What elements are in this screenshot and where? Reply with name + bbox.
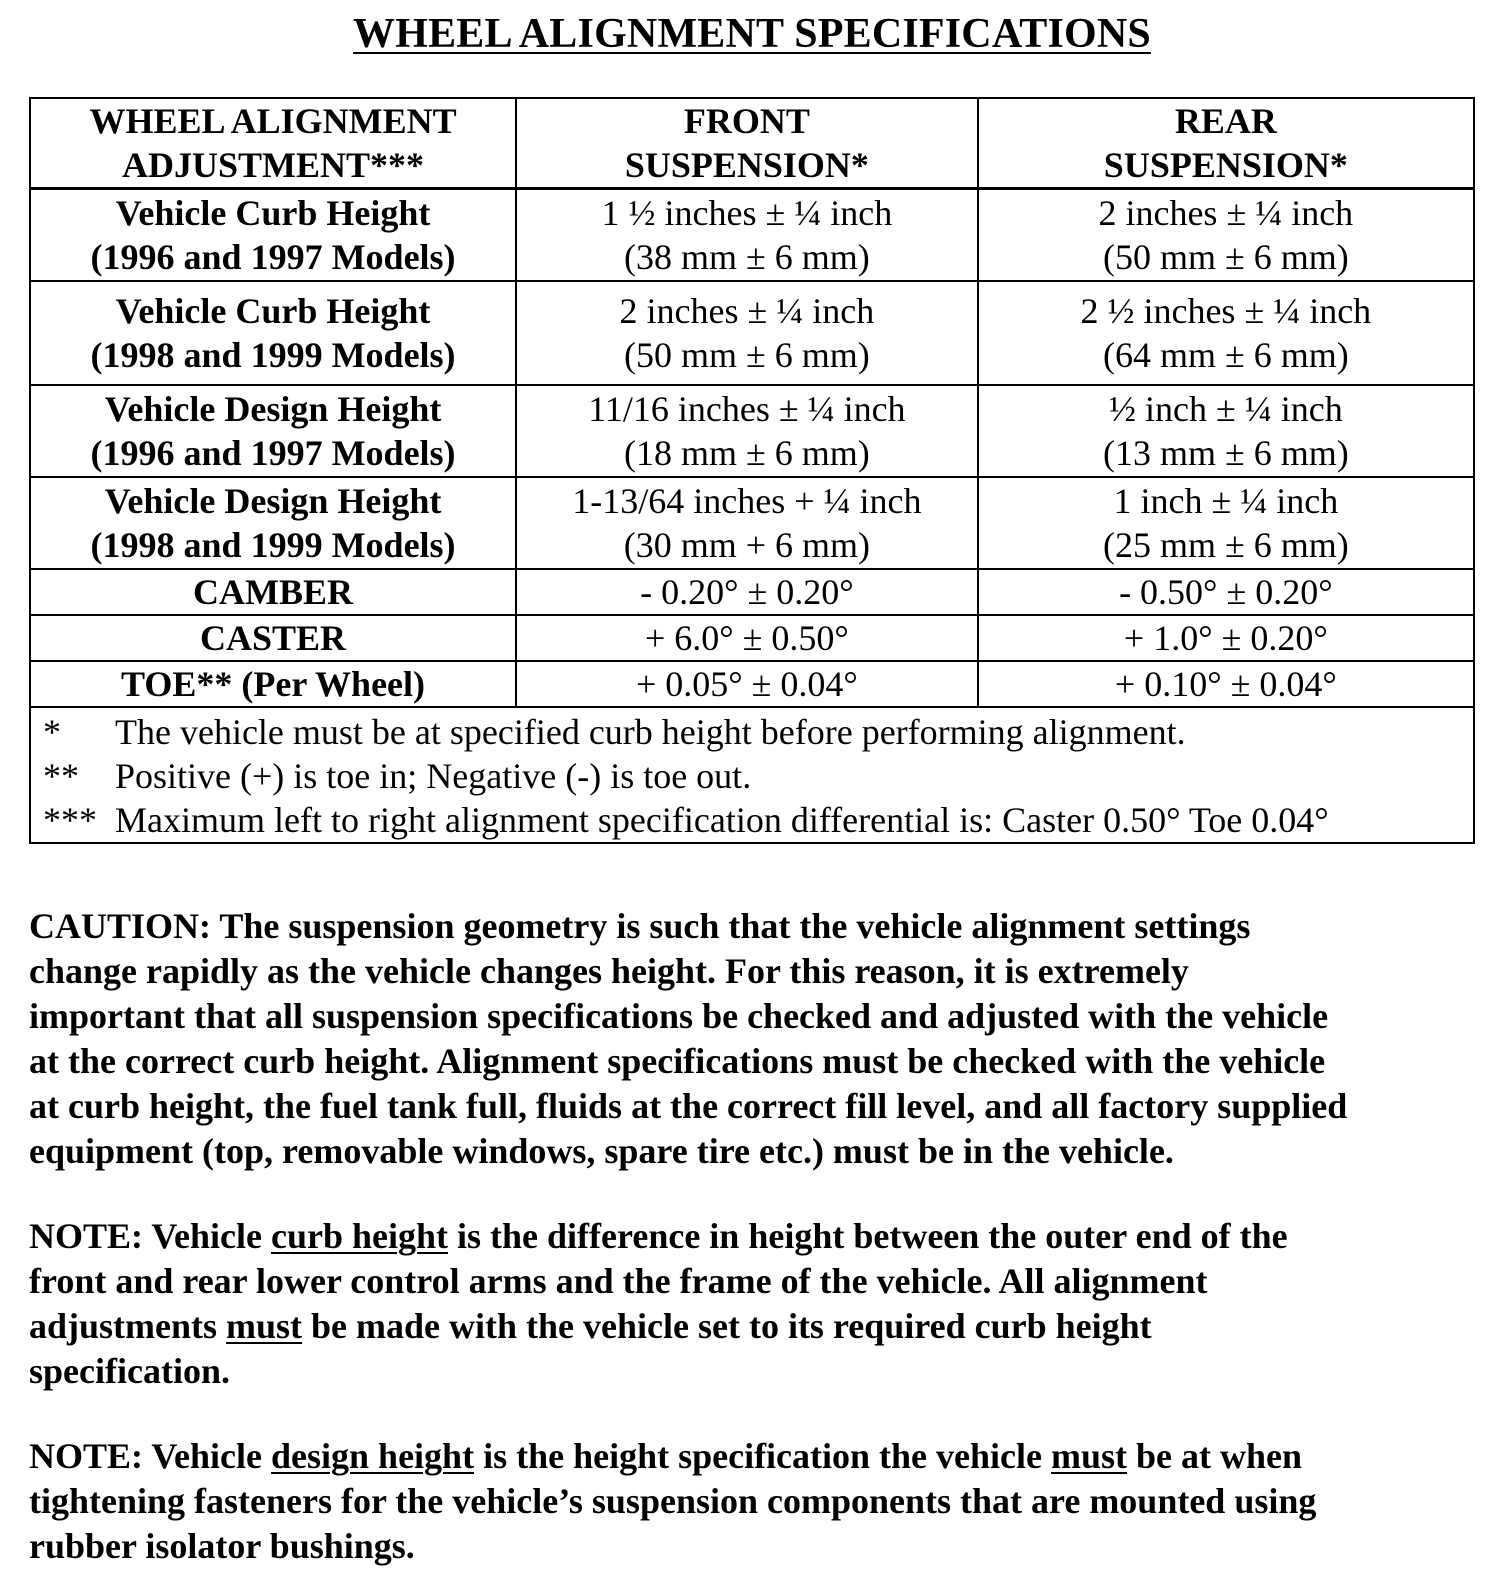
note-line: tightening fasteners for the vehicle’s suspension components that are mounted using — [29, 1481, 1317, 1521]
cell-line: 2 inches ± ¼ inch — [619, 290, 875, 331]
caution-line: change rapidly as the vehicle changes height. For this reason, it is extremely — [29, 951, 1189, 991]
note-underlined: design height — [271, 1436, 475, 1476]
footnote-mark: * — [43, 711, 61, 752]
front-value — [516, 281, 978, 385]
front-value — [516, 385, 978, 477]
table-row — [30, 385, 1474, 477]
front-value: + 0.05° ± 0.04° — [516, 661, 978, 707]
rear-value: + 0.10° ± 0.04° — [978, 661, 1474, 707]
note-text: be made with the vehicle set to its required curb height — [302, 1306, 1152, 1346]
cell-line: (25 mm ± 6 mm) — [1102, 524, 1349, 565]
note-text: is the difference in height between the outer end of the — [448, 1216, 1288, 1256]
cell-line: (1996 and 1997 Models) — [90, 432, 456, 473]
caution-line: important that all suspension specifications be checked and adjusted with the vehicle — [29, 996, 1329, 1036]
note-line — [29, 1434, 1479, 1479]
rear-value — [978, 477, 1474, 569]
note-underlined: curb height — [271, 1216, 449, 1256]
cell-line: 11/16 inches ± ¼ inch — [588, 388, 906, 429]
note-underlined: must — [226, 1306, 303, 1346]
note-text: be at when — [1127, 1436, 1303, 1476]
cell-line: (1996 and 1997 Models) — [90, 236, 456, 277]
cell-line: ½ inch ± ¼ inch — [1108, 388, 1343, 429]
row-label — [30, 385, 516, 477]
header-line: ADJUSTMENT*** — [122, 145, 425, 185]
note-text: NOTE: Vehicle — [29, 1436, 272, 1476]
row-label: TOE** (Per Wheel) — [30, 661, 516, 707]
cell-line: 2 inches ± ¼ inch — [1098, 192, 1354, 233]
cell-line: (50 mm ± 6 mm) — [1102, 236, 1349, 277]
cell-line: Vehicle Design Height — [104, 480, 442, 521]
cell-line: (13 mm ± 6 mm) — [1102, 432, 1349, 473]
row-label: CAMBER — [30, 569, 516, 615]
footnote-text: Maximum left to right alignment specification differential is: Caster 0.50° Toe 0.04° — [115, 799, 1329, 840]
caution-line: equipment (top, removable windows, spare tire etc.) must be in the vehicle. — [29, 1131, 1174, 1171]
footnotes-row — [30, 707, 1474, 843]
cell-line: (50 mm ± 6 mm) — [624, 334, 870, 375]
note-line — [29, 1304, 1479, 1349]
table-row — [30, 477, 1474, 569]
rear-value: + 1.0° ± 0.20° — [978, 615, 1474, 661]
caution-line: CAUTION: The suspension geometry is such that the vehicle alignment settings — [29, 906, 1251, 946]
cell-line: Vehicle Curb Height — [115, 192, 431, 233]
cell-line: 1 ½ inches ± ¼ inch — [601, 192, 893, 233]
cell-line: Vehicle Design Height — [104, 388, 442, 429]
header-line: SUSPENSION* — [1103, 145, 1348, 185]
footnote-text: The vehicle must be at specified curb height before performing alignment. — [115, 711, 1186, 752]
cell-line: (1998 and 1999 Models) — [90, 524, 456, 565]
note-line: specification. — [29, 1351, 230, 1391]
note-line — [29, 1214, 1479, 1259]
header-line: SUSPENSION* — [624, 145, 869, 185]
cell-line: 1-13/64 inches + ¼ inch — [572, 480, 922, 521]
caution-line: at curb height, the fuel tank full, fluids at the correct fill level, and all factory supplied — [29, 1086, 1348, 1126]
rear-value: - 0.50° ± 0.20° — [978, 569, 1474, 615]
note-line: front and rear lower control arms and the frame of the vehicle. All alignment — [29, 1261, 1208, 1301]
rear-value — [978, 385, 1474, 477]
table-row — [30, 281, 1474, 385]
table-row — [30, 569, 1474, 615]
front-value: - 0.20° ± 0.20° — [516, 569, 978, 615]
row-label — [30, 477, 516, 569]
table-row — [30, 661, 1474, 707]
cell-line: (64 mm ± 6 mm) — [1102, 334, 1349, 375]
note-text: is the height specification the vehicle — [474, 1436, 1051, 1476]
rear-value — [978, 189, 1474, 281]
row-label — [30, 189, 516, 281]
front-value: + 6.0° ± 0.50° — [516, 615, 978, 661]
cell-line: (18 mm ± 6 mm) — [624, 432, 870, 473]
table-header-row — [30, 98, 1474, 189]
note-design-height — [29, 1434, 1479, 1569]
footnote — [31, 798, 1473, 842]
cell-line: (38 mm ± 6 mm) — [624, 236, 870, 277]
header-front — [516, 98, 978, 189]
cell-line: (30 mm + 6 mm) — [623, 524, 871, 565]
note-text: NOTE: Vehicle — [29, 1216, 272, 1256]
note-text: adjustments — [29, 1306, 227, 1346]
header-line: FRONT — [683, 101, 810, 141]
front-value — [516, 189, 978, 281]
footnote-mark: *** — [43, 799, 97, 840]
row-label: CASTER — [30, 615, 516, 661]
page-title: WHEEL ALIGNMENT SPECIFICATIONS — [353, 11, 1151, 57]
table-row — [30, 615, 1474, 661]
note-curb-height — [29, 1214, 1479, 1394]
alignment-spec-table — [29, 97, 1475, 844]
cell-line: 1 inch ± ¼ inch — [1113, 480, 1339, 521]
table-row — [30, 189, 1474, 281]
footnote — [31, 754, 1473, 798]
cell-line: (1998 and 1999 Models) — [90, 334, 456, 375]
note-line: rubber isolator bushings. — [29, 1526, 415, 1566]
caution-paragraph — [29, 904, 1479, 1174]
row-label — [30, 281, 516, 385]
header-rear — [978, 98, 1474, 189]
cell-line: Vehicle Curb Height — [115, 290, 431, 331]
note-underlined: must — [1051, 1436, 1128, 1476]
footnote-text: Positive (+) is toe in; Negative (-) is toe out. — [115, 755, 752, 796]
cell-line: 2 ½ inches ± ¼ inch — [1080, 290, 1372, 331]
header-adjustment — [30, 98, 516, 189]
header-line: WHEEL ALIGNMENT — [89, 101, 457, 141]
header-line: REAR — [1174, 101, 1277, 141]
caution-line: at the correct curb height. Alignment specifications must be checked with the vehicle — [29, 1041, 1326, 1081]
footnote — [31, 710, 1473, 754]
rear-value — [978, 281, 1474, 385]
front-value — [516, 477, 978, 569]
footnote-mark: ** — [43, 755, 79, 796]
footnotes-cell — [30, 707, 1474, 843]
